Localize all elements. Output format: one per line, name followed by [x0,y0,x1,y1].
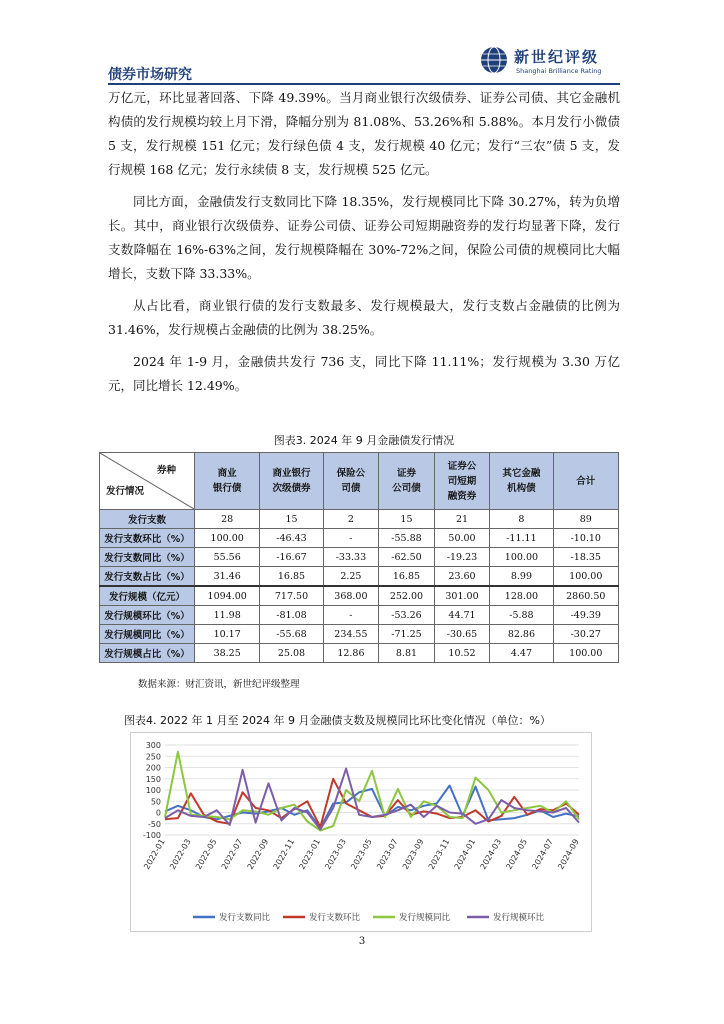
x-tick-label: 2024-03 [478,837,504,871]
brand-logo [480,44,620,84]
table-row [100,567,619,587]
row-label: 发行规模占比（%） [100,644,195,663]
x-tick-label: 2023-05 [349,837,374,871]
table-cell: 8 [490,510,553,529]
table-cell: 16.85 [260,567,323,587]
table-cell: -5.88 [490,606,553,625]
y-tick-label: -100 [142,831,161,840]
row-label: 发行规模同比（%） [100,625,195,644]
table-cell: 44.71 [434,606,490,625]
column-header: 合计 [553,453,618,510]
y-tick-label: 150 [145,774,161,784]
column-header: 证券公 司短期 融资券 [434,453,490,510]
financial-bond-table [99,452,619,663]
row-label: 发行规模环比（%） [100,606,195,625]
table-cell: 2 [323,510,379,529]
table-cell: 21 [434,510,490,529]
row-label: 发行支数 [100,510,195,529]
x-tick-label: 2023-01 [297,837,322,871]
table-cell: 10.17 [195,625,260,644]
row-label: 发行支数占比（%） [100,567,195,587]
table-cell: 15 [379,510,435,529]
y-tick-label: -50 [147,819,161,829]
column-header: 其它金融 机构债 [490,453,553,510]
table-cell: 23.60 [434,567,490,587]
y-tick-label: 200 [145,763,161,773]
table-cell: -49.39 [553,606,618,625]
y-tick-label: 0 [155,808,161,818]
table-cell: 2.25 [323,567,379,587]
table-row [100,606,619,625]
corner-diagonal [100,453,194,509]
y-tick-label: 100 [145,786,161,795]
figure-caption: 图表4. 2022 年 1 月至 2024 年 9 月金融债支数及规模同比环比变化情况（单位：%） [124,714,551,727]
row-label: 发行规模（亿元） [100,586,195,606]
table-cell: 15 [260,510,323,529]
x-tick-label: 2024-01 [452,837,478,871]
header-divider [108,83,620,85]
x-tick-label: 2022-07 [219,837,245,871]
table-cell: - [323,529,379,548]
x-tick-label: 2024-07 [530,837,555,871]
table-row [100,625,619,644]
series-line [165,779,579,827]
table-source: 数据来源：财汇资讯，新世纪评级整理 [138,679,300,690]
column-header: 证券 公司债 [379,453,435,510]
table-header-row [100,453,619,510]
table-cell: 89 [553,510,618,529]
table-cell: 1094.00 [195,586,260,606]
table-cell: 128.00 [490,586,553,606]
column-header: 商业银行 次级债券 [260,453,323,510]
table-cell: -71.25 [379,625,435,644]
corner-label-top: 券种 [156,465,176,476]
table-cell: 100.00 [553,644,618,663]
table-cell: - [323,606,379,625]
table-cell: 82.86 [490,625,553,644]
table-cell: 100.00 [553,567,618,587]
table-cell: 38.25 [195,644,260,663]
legend-label: 发行规模环比 [493,913,545,923]
header-title: 债券市场研究 [108,67,192,83]
table-body [100,510,619,663]
x-tick-label: 2023-11 [426,837,452,871]
table-cell: 12.86 [323,644,379,663]
table-cell: -46.43 [260,529,323,548]
y-tick-label: 250 [145,752,161,762]
x-tick-label: 2023-07 [375,837,400,871]
table-cell: -10.10 [553,529,618,548]
table-corner-cell [100,453,195,510]
table-row [100,586,619,606]
chart-container [130,732,592,932]
body-text [108,86,620,406]
table-cell: -62.50 [379,548,435,567]
logo-globe-icon [480,46,508,74]
table-row [100,548,619,567]
row-label: 发行支数同比（%） [100,548,195,567]
column-header: 保险公 司债 [323,453,379,510]
line-chart [131,733,591,931]
table-cell: 25.08 [260,644,323,663]
table-cell: 717.50 [260,586,323,606]
table-cell: -30.65 [434,625,490,644]
x-tick-label: 2022-01 [142,837,167,871]
table-cell: 16.85 [379,567,435,587]
table-cell: -30.27 [553,625,618,644]
x-tick-label: 2022-11 [271,837,297,871]
paragraph-1: 万亿元，环比显著回落、下降 49.39%。当月商业银行次级债券、证券公司债、其它金融机构债的发行规模均较上月下滑，降幅分别为 81.08%、53.26%和 5.88%。本月发行小微债 5 支，发行规模 151 亿元；发行绿色债 4 支，发行规模 40 亿元；发行“三农”债 5 支，发行规模 168 亿元；发行永续债 8 支，发行规模 525 亿元。 [108,90,620,177]
page-header [108,44,620,84]
table-row [100,529,619,548]
table-cell: 4.47 [490,644,553,663]
table-row [100,510,619,529]
table-cell: 100.00 [490,548,553,567]
x-tick-label: 2024-09 [556,837,581,871]
paragraph-4: 2024 年 1-9 月，金融债共发行 736 支，同比下降 11.11%；发行规模为 3.30 万亿元，同比增长 12.49%。 [108,354,620,393]
y-tick-label: 300 [145,741,161,750]
table-cell: 50.00 [434,529,490,548]
row-label: 发行支数环比（%） [100,529,195,548]
table-cell: -33.33 [323,548,379,567]
table-cell: 31.46 [195,567,260,587]
paragraph-2: 同比方面，金融债发行支数同比下降 18.35%，发行规模同比下降 30.27%，转为负增长。其中，商业银行次级债券、证券公司债、证券公司短期融资券的发行均显著下降，发行支数降幅在 16%-63%之间，发行规模降幅在 30%-72%之间，保险公司债的规模同比大幅增长，支数下降 33.33%。 [108,194,620,281]
x-tick-label: 2022-03 [168,837,193,871]
logo-chinese-name: 新世纪评级 [514,48,600,66]
table-cell: -16.67 [260,548,323,567]
table-cell: -55.68 [260,625,323,644]
x-tick-label: 2023-09 [400,837,426,871]
corner-label-bottom: 发行情况 [106,486,145,497]
table-cell: 252.00 [379,586,435,606]
table-cell: 28 [195,510,260,529]
y-tick-label: 50 [150,797,161,807]
table-cell: -18.35 [553,548,618,567]
x-tick-label: 2022-09 [245,837,271,871]
table-cell: 368.00 [323,586,379,606]
table-cell: 11.98 [195,606,260,625]
table-cell: -81.08 [260,606,323,625]
table-cell: -19.23 [434,548,490,567]
table-cell: 10.52 [434,644,490,663]
table-cell: 2860.50 [553,586,618,606]
legend-label: 发行规模同比 [399,913,451,923]
column-header: 商业 银行债 [195,453,260,510]
paragraph-3: 从占比看，商业银行债的发行支数最多、发行规模最大，发行支数占金融债的比例为 31.46%，发行规模占金融债的比例为 38.25%。 [108,298,620,337]
table-cell: -53.26 [379,606,435,625]
logo-english-name: Shanghai Brilliance Rating [516,67,602,75]
table-cell: 8.99 [490,567,553,587]
table-cell: 234.55 [323,625,379,644]
table-cell: 301.00 [434,586,490,606]
table-cell: -11.11 [490,529,553,548]
legend-label: 发行支数环比 [309,913,361,923]
table-cell: 100.00 [195,529,260,548]
x-tick-label: 2022-05 [193,837,219,871]
x-tick-label: 2024-05 [504,837,529,871]
table-cell: -55.88 [379,529,435,548]
page-number: 3 [358,936,366,947]
x-tick-label: 2023-03 [323,837,348,871]
table-caption: 图表3. 2024 年 9 月金融债发行情况 [273,434,455,447]
table-cell: 55.56 [195,548,260,567]
table-cell: 8.81 [379,644,435,663]
legend-label: 发行支数同比 [219,913,271,923]
table-row [100,644,619,663]
